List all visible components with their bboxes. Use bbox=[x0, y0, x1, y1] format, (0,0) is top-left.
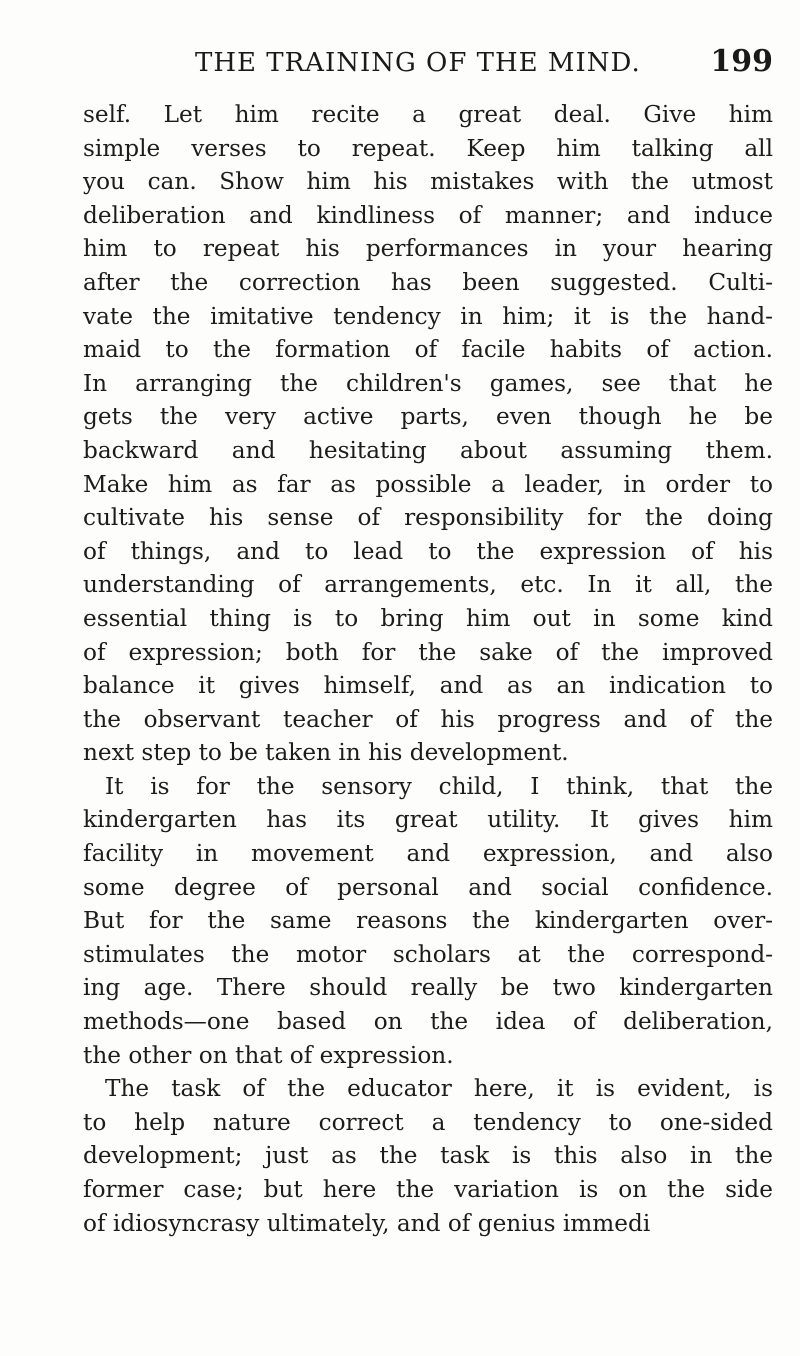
text-line: the observant teacher of his progress and of the bbox=[83, 705, 773, 733]
text-line: to help nature correct a tendency to one-sided bbox=[83, 1108, 773, 1136]
text-line: gets the very active parts, even though he be bbox=[83, 403, 773, 431]
text-line: of idiosyncrasy ultimately, and of genius immedi bbox=[83, 1209, 651, 1237]
text-line: after the correction has been suggested. Culti- bbox=[83, 268, 773, 296]
text-line: simple verses to repeat. Keep him talking all bbox=[83, 134, 773, 162]
text-line: cultivate his sense of responsibility for the doing bbox=[83, 504, 773, 532]
book-page bbox=[83, 0, 773, 1240]
text-line: you can. Show him his mistakes with the utmost bbox=[83, 168, 773, 196]
text-line: ing age. There should really be two kindergarten bbox=[83, 974, 773, 1002]
text-line: vate the imitative tendency in him; it is the hand- bbox=[83, 302, 773, 330]
text-line: Make him as far as possible a leader, in order to bbox=[83, 470, 773, 498]
text-line: of expression; both for the sake of the improved bbox=[83, 638, 773, 666]
text-line: him to repeat his performances in your hearing bbox=[83, 235, 773, 263]
text-line: But for the same reasons the kindergarten over- bbox=[83, 907, 773, 935]
body-text bbox=[83, 98, 773, 1240]
text-line: methods—one based on the idea of deliberation, bbox=[83, 1008, 773, 1036]
text-line: understanding of arrangements, etc. In it all, the bbox=[83, 571, 773, 599]
text-line: essential thing is to bring him out in some kind bbox=[83, 604, 773, 632]
text-line: In arranging the children's games, see that he bbox=[83, 369, 773, 397]
text-line: facility in movement and expression, and also bbox=[83, 840, 773, 868]
text-line: balance it gives himself, and as an indication to bbox=[83, 672, 773, 700]
text-line: self. Let him recite a great deal. Give him bbox=[83, 101, 773, 128]
text-line: stimulates the motor scholars at the correspond- bbox=[83, 940, 773, 968]
text-line: development; just as the task is this also in the bbox=[83, 1142, 773, 1170]
text-line: next step to be taken in his development. bbox=[83, 739, 569, 767]
text-line: the other on that of expression. bbox=[83, 1041, 454, 1069]
text-line: backward and hesitating about assuming them. bbox=[83, 436, 773, 464]
text-line: maid to the formation of facile habits of action. bbox=[83, 336, 773, 364]
text-line: former case; but here the variation is on the side bbox=[83, 1176, 773, 1203]
text-line: of things, and to lead to the expression of his bbox=[83, 537, 773, 565]
text-line: It is for the sensory child, I think, that the bbox=[105, 772, 773, 800]
text-line: deliberation and kindliness of manner; and induce bbox=[83, 201, 773, 229]
text-line: kindergarten has its great utility. It gives him bbox=[83, 806, 773, 834]
text-line: some degree of personal and social confidence. bbox=[83, 873, 773, 901]
running-title: THE TRAINING OF THE MIND. bbox=[195, 48, 641, 78]
running-head bbox=[83, 0, 773, 84]
page-number: 199 bbox=[710, 44, 773, 79]
text-line: The task of the educator here, it is evident, is bbox=[105, 1075, 773, 1103]
